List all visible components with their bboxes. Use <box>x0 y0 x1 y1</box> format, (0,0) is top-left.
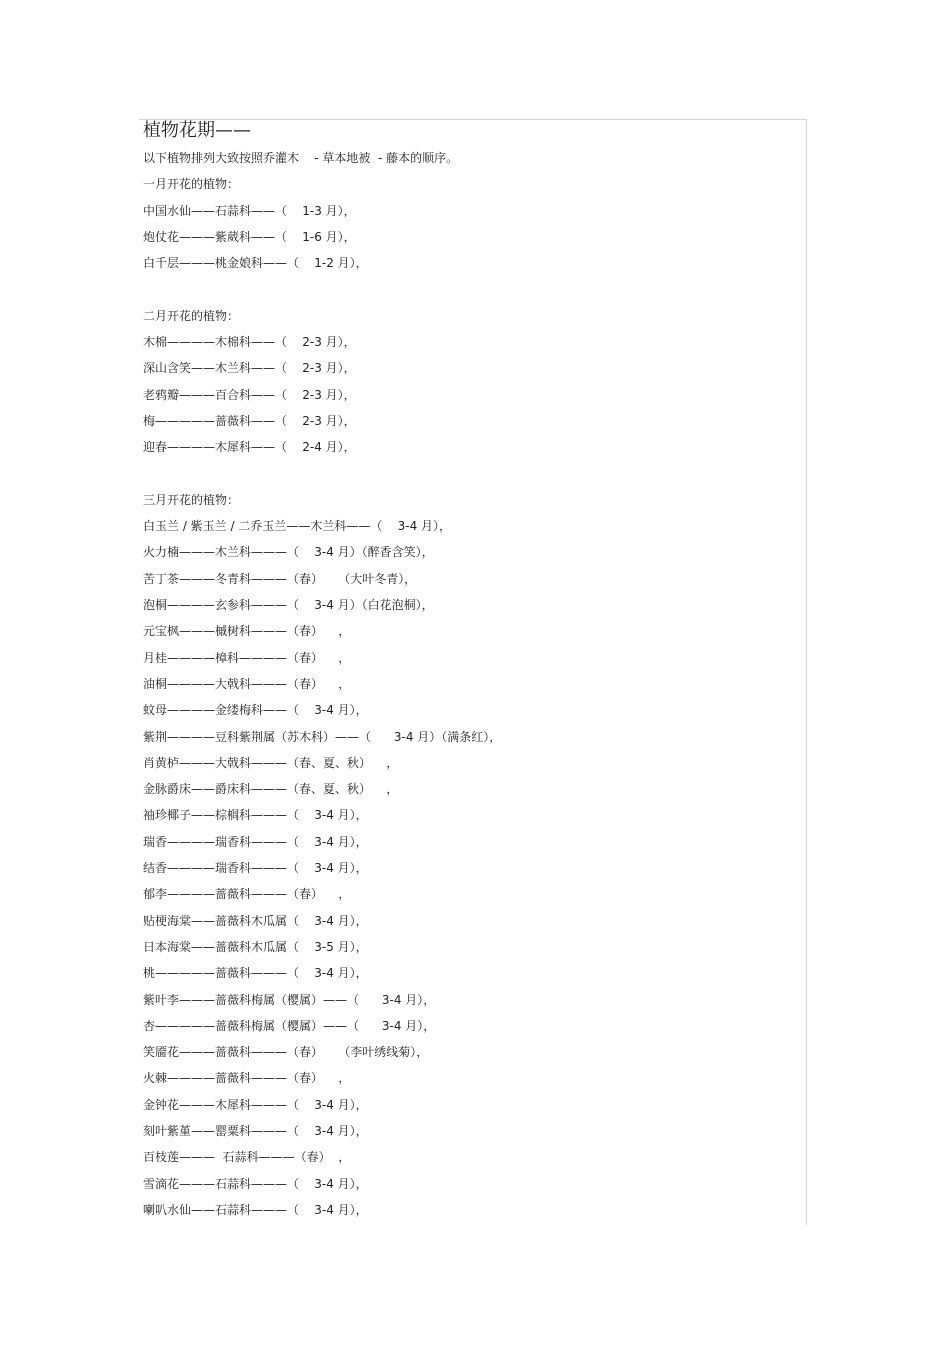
plant-entry: 瑞香————瑞香科———（ 3-4 月）， <box>143 834 368 849</box>
plant-entry: 炮仗花———紫葳科——（ 1-6 月）， <box>143 229 356 244</box>
plant-entry: 日本海棠——蔷薇科木瓜属（ 3-5 月）， <box>143 939 368 954</box>
plant-entry: 老鸦瓣———百合科——（ 2-3 月）， <box>143 387 356 402</box>
plant-entry: 雪滴花———石蒜科———（ 3-4 月）， <box>143 1176 368 1191</box>
plant-entry: 白玉兰 / 紫玉兰 / 二乔玉兰——木兰科——（ 3-4 月）， <box>143 519 452 534</box>
section-spacer <box>143 276 803 302</box>
plant-entry: 迎春————木犀科——（ 2-4 月）， <box>143 440 356 455</box>
plant-entry: 梅—————蔷薇科——（ 2-3 月）， <box>143 413 356 428</box>
month-heading: 一月开花的植物： <box>143 177 240 192</box>
document-body <box>143 119 803 1223</box>
plant-entry: 喇叭水仙——石蒜科———（ 3-4 月）， <box>143 1202 368 1217</box>
intro-paragraph: 以下植物排列大致按照乔灌木 - 草本地被 - 藤本的顺序。 <box>143 151 459 165</box>
plant-entry: 白千层———桃金娘科——（ 1-2 月）， <box>143 256 368 271</box>
plant-entry: 蚊母————金缕梅科——（ 3-4 月）， <box>143 703 368 718</box>
plant-entry: 郁李————蔷薇科———（春） ， <box>143 887 351 902</box>
plant-entry: 中国水仙——石蒜科——（ 1-3 月）， <box>143 203 356 218</box>
plant-entry: 百枝莲——— 石蒜科———（春） ， <box>143 1150 351 1165</box>
plant-entry: 金钟花———木犀科———（ 3-4 月）， <box>143 1097 368 1112</box>
plant-entry: 桃—————蔷薇科———（ 3-4 月）， <box>143 966 368 981</box>
plant-entry: 元宝枫———槭树科———（春） ， <box>143 624 351 639</box>
month-section-february <box>143 303 803 461</box>
month-heading: 三月开花的植物： <box>143 492 240 507</box>
plant-entry: 深山含笑——木兰科——（ 2-3 月）， <box>143 361 356 376</box>
plant-entry: 贴梗海棠——蔷薇科木瓜属（ 3-4 月）， <box>143 913 368 928</box>
plant-entry: 紫叶李———蔷薇科梅属（樱属）——（ 3-4 月）， <box>143 992 436 1007</box>
plant-entry: 火棘————蔷薇科———（春） ， <box>143 1071 351 1086</box>
plant-entry: 紫荆————豆科紫荆属（苏木科）——（ 3-4 月）（满条红）， <box>143 729 502 744</box>
plant-entry: 木棉————木棉科——（ 2-3 月）， <box>143 335 356 350</box>
section-spacer <box>143 461 803 487</box>
page-title: 植物花期—— <box>143 120 251 141</box>
plant-entry: 杏—————蔷薇科梅属（樱属）——（ 3-4 月）， <box>143 1018 436 1033</box>
plant-entry: 苦丁茶———冬青科———（春） （大叶冬青）， <box>143 571 417 586</box>
plant-entry: 火力楠———木兰科———（ 3-4 月）（醉香含笑）， <box>143 545 434 560</box>
plant-entry: 袖珍椰子——棕榈科———（ 3-4 月）， <box>143 808 368 823</box>
month-heading: 二月开花的植物： <box>143 308 240 323</box>
plant-entry: 刻叶紫堇——罂粟科———（ 3-4 月）， <box>143 1123 368 1138</box>
plant-entry: 月桂————樟科————（春） ， <box>143 650 351 665</box>
plant-entry: 结香————瑞香科———（ 3-4 月）， <box>143 861 368 876</box>
plant-entry: 泡桐————玄参科———（ 3-4 月）（白花泡桐）， <box>143 598 434 613</box>
plant-entry: 肖黄栌———大戟科———（春、夏、秋） ， <box>143 755 399 770</box>
plant-entry: 油桐————大戟科———（春） ， <box>143 676 351 691</box>
month-section-january <box>143 171 803 276</box>
plant-entry: 笑靥花———蔷薇科———（春） （李叶绣线菊）， <box>143 1045 429 1060</box>
plant-entry: 金脉爵床——爵床科———（春、夏、秋） ， <box>143 782 399 797</box>
month-section-march <box>143 487 803 1223</box>
